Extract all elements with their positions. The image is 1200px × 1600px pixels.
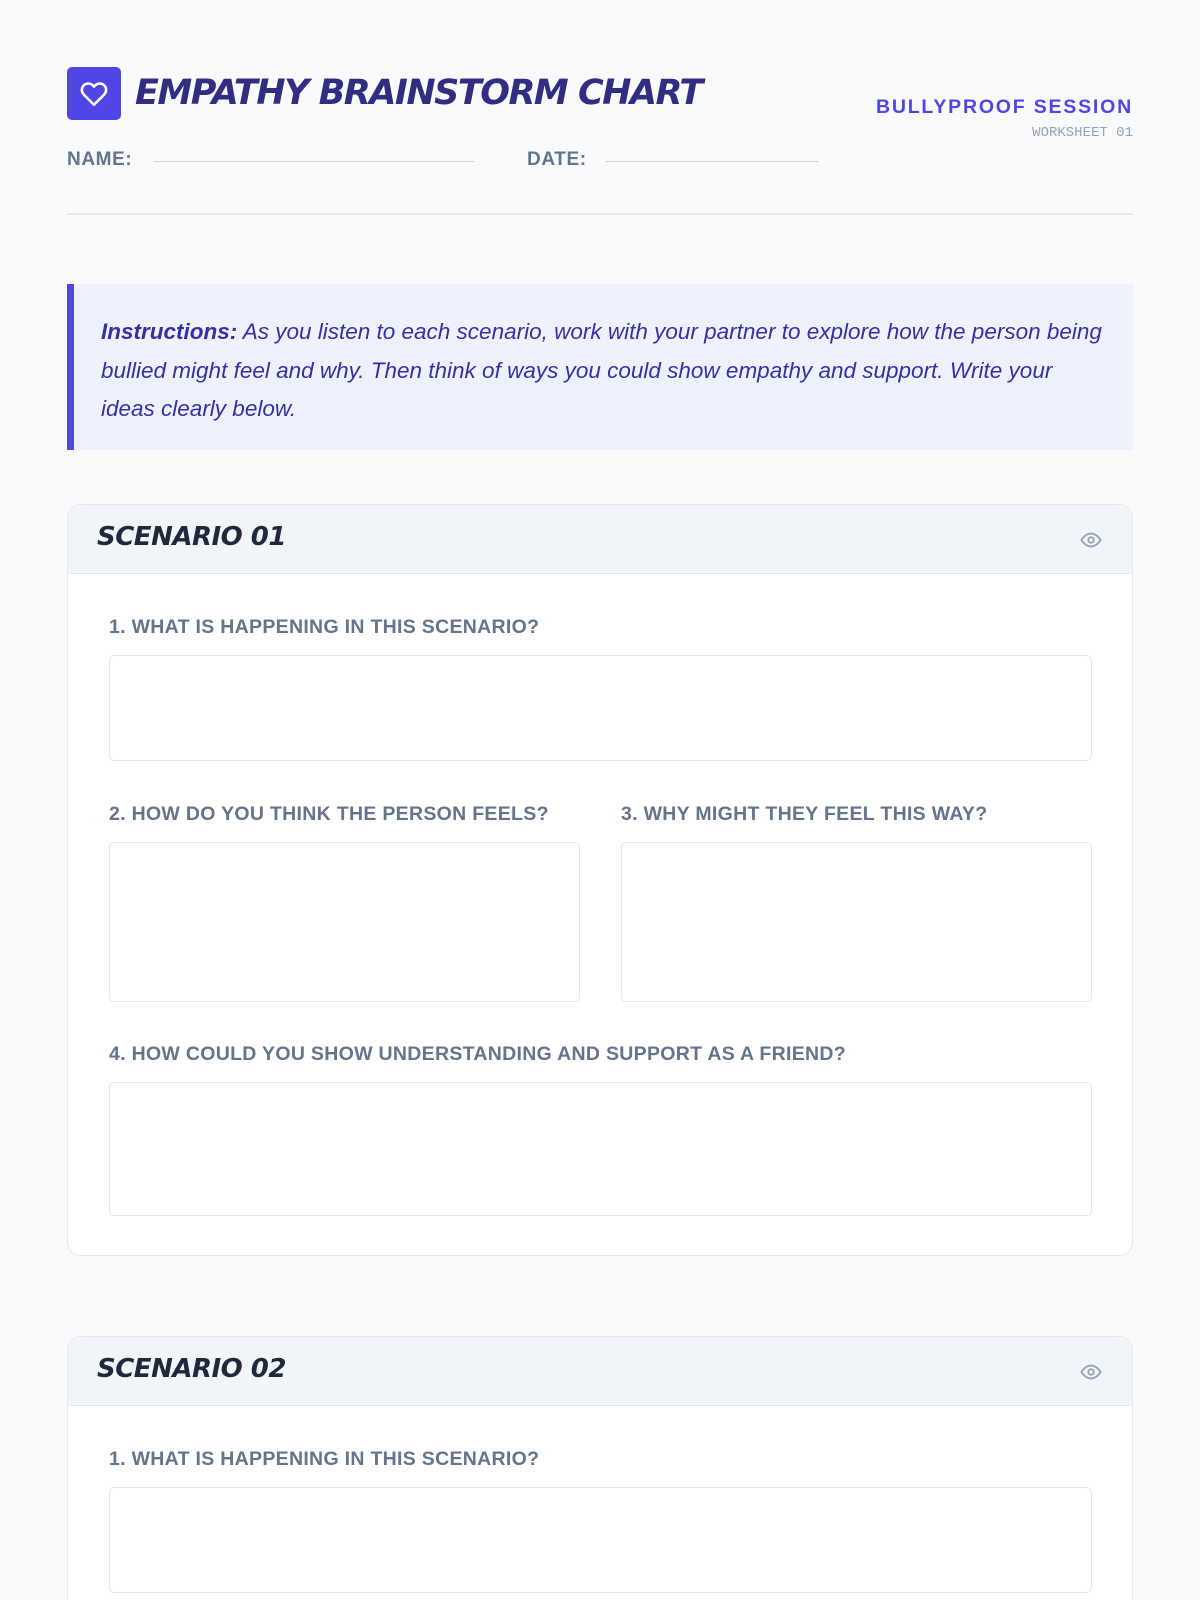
instructions-text: [101, 313, 1105, 429]
name-label: NAME:: [67, 149, 133, 170]
instructions-body: As you listen to each scenario, work with your partner to explore how the person being bullied might feel and why. Then think of ways you could show empathy and support. Write your ideas clearly below.: [101, 319, 1102, 421]
instructions-box: [67, 284, 1133, 450]
eye-icon[interactable]: [1078, 1361, 1104, 1383]
page-title: EMPATHY BRAINSTORM CHART: [135, 73, 702, 113]
eye-icon[interactable]: [1078, 529, 1104, 551]
worksheet-number: WORKSHEET 01: [1032, 125, 1133, 141]
question-label: 1. WHAT IS HAPPENING IN THIS SCENARIO?: [109, 1448, 540, 1470]
page-header: [67, 66, 1133, 216]
session-label: BULLYPROOF SESSION: [875, 96, 1133, 118]
scenario-card: [67, 504, 1133, 1256]
question-label: 1. WHAT IS HAPPENING IN THIS SCENARIO?: [109, 616, 540, 638]
question-label: 4. HOW COULD YOU SHOW UNDERSTANDING AND SUPPORT AS A FRIEND?: [109, 1043, 846, 1065]
answer-box[interactable]: [621, 842, 1092, 1002]
header-divider: [67, 213, 1133, 215]
name-field[interactable]: [154, 161, 474, 162]
answer-box[interactable]: [109, 1082, 1092, 1216]
answer-box[interactable]: [109, 1487, 1092, 1593]
date-label: DATE:: [527, 149, 587, 170]
instructions-lead: Instructions:: [101, 319, 238, 344]
heart-icon: [79, 80, 109, 108]
scenario-header: [68, 1337, 1132, 1406]
scenario-card: [67, 1336, 1133, 1600]
question-label: 3. WHY MIGHT THEY FEEL THIS WAY?: [621, 803, 988, 825]
scenario-title: SCENARIO 02: [97, 1354, 286, 1384]
answer-box[interactable]: [109, 655, 1092, 761]
date-field[interactable]: [605, 161, 819, 162]
scenario-title: SCENARIO 01: [97, 522, 286, 552]
scenario-header: [68, 505, 1132, 574]
question-label: 2. HOW DO YOU THINK THE PERSON FEELS?: [109, 803, 549, 825]
logo-badge: [67, 67, 121, 120]
answer-box[interactable]: [109, 842, 580, 1002]
